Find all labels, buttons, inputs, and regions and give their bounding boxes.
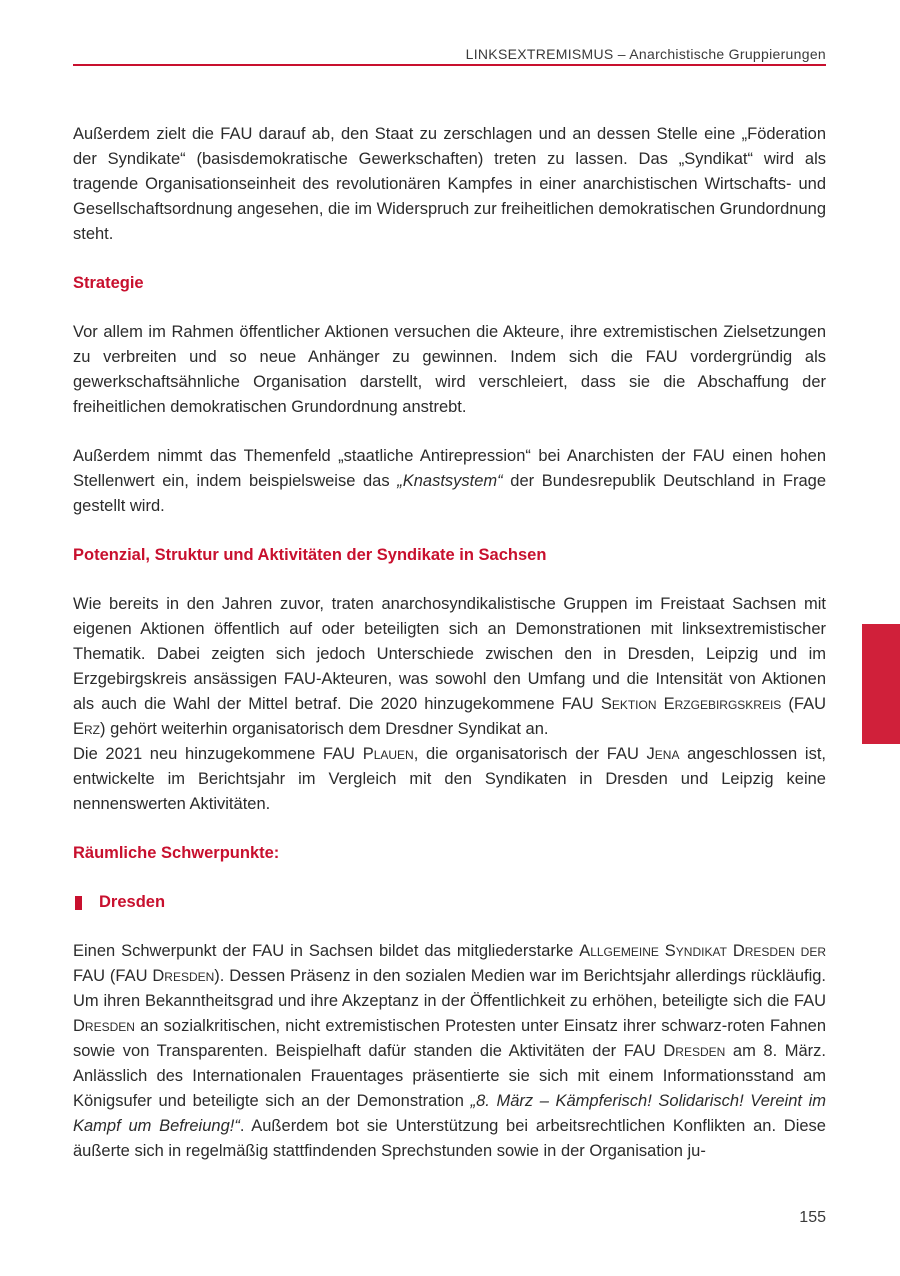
quote-knastsystem: „Knastsystem“ [397,472,503,490]
paragraph-foederation: Außerdem zielt die FAU darauf ab, den Staat zu zerschlagen und an dessen Stelle eine „Föderation der Syndikate“ (basisdemokratische Gewerkschaften) treten zu lassen. Das „Syndikat“ wird als tragende Organisationseinheit des revolutionären Kampfes in einer anarchistischen Wirtschafts- und Gesellschaftsordnung angesehen, die im Widerspruch zur freiheitlichen demokratischen Grundordnung steht. [73,125,826,243]
paragraph-strategie: Vor allem im Rahmen öffentlicher Aktionen versuchen die Akteure, ihre extremistischen Zielsetzungen zu verbreiten und so neue Anhänger zu gewinnen. Indem sich die FAU vordergründig als gewerkschaftsähnliche Organisation darstellt, wird verschleiert, dass sie die Abschaffung der freiheitlichen demokratischen Grundordnung anstrebt. [73,323,826,416]
heading-strategie: Strategie [73,274,144,292]
paragraph-aktionen: Wie bereits in den Jahren zuvor, traten anarchosyndikalistische Gruppen im Freistaat Sachsen mit eigenen Aktionen öffentlich auf oder beteiligten sich an Demonstrationen mit linksextremistischer Thematik. Dabei zeigten sich jedoch Unterschiede zwischen den in Dresden, Leipzig und im Erzgebirgskreis ansässigen FAU-Akteuren, was sowohl den Umfang und die Intensität von Aktionen als auch die Wahl der Mittel betraf. Die 2020 hinzugekommene FAU Sektion Erzgebirgskreis (FAU Erz) gehört weiterhin organisatorisch dem Dresdner Syndikat an. [73,595,826,738]
paragraph-dresden: Einen Schwerpunkt der FAU in Sachsen bildet das mitgliederstarke Allgemeine Syndikat Dresden der FAU (FAU Dresden). Dessen Präsenz in den sozialen Medien war im Berichtsjahr allerdings rückläufig. Um ihren Bekanntheitsgrad und ihre Akzeptanz in der Öffentlichkeit zu erhöhen, beteiligte sich die FAU Dresden an sozialkritischen, nicht extremistischen Protesten unter Einsatz ihrer schwarz-roten Fahnen sowie von Transparenten. Beispielhaft dafür standen die Aktivitäten der FAU Dresden am 8. März. Anlässlich des Internationalen Frauentages präsentierte sie sich mit einem Informationsstand am Königsufer und beteiligte sich an der Demonstration „8. März – Kämpferisch! Solidarisch! Vereint im Kampf um Befreiung!“. Außerdem bot sie Unterstützung bei arbeitsrechtlichen Konflikten an. Diese äußerte sich in regelmäßig stattfindenden Sprechstunden sowie in der Organisation ju- [73,942,827,1160]
bullet-square-icon [75,896,82,910]
heading-potenzial: Potenzial, Struktur und Aktivitäten der Syndikate in Sachsen [73,546,547,564]
running-header: LINKSEXTREMISMUS – Anarchistische Gruppierungen [465,46,826,62]
paragraph-plauen: Die 2021 neu hinzugekommene FAU Plauen, die organisatorisch der FAU Jena angeschlossen ist, entwickelte im Berichtsjahr im Vergleich mit den Syndikaten in Dresden und Leipzig keine nennenswerten Aktivitäten. [73,745,826,813]
chapter-tab-marker [862,624,900,744]
heading-raeumliche-schwerpunkte: Räumliche Schwerpunkte: [73,844,280,862]
quote-demonstration: „8. März – Kämpferisch! Solidarisch! Vereint im Kampf um Befreiung!“ [73,1092,826,1135]
page-number: 155 [799,1209,826,1226]
header-divider [73,64,826,66]
heading-dresden: Dresden [73,890,826,915]
paragraph-antirepression: Außerdem nimmt das Themenfeld „staatliche Antirepression“ bei Anarchisten der FAU einen hohen Stellenwert ein, indem beispielsweise das „Knastsystem“ der Bundesrepublik Deutschland in Frage gestellt wird. [73,447,827,515]
page-body [73,122,826,1164]
